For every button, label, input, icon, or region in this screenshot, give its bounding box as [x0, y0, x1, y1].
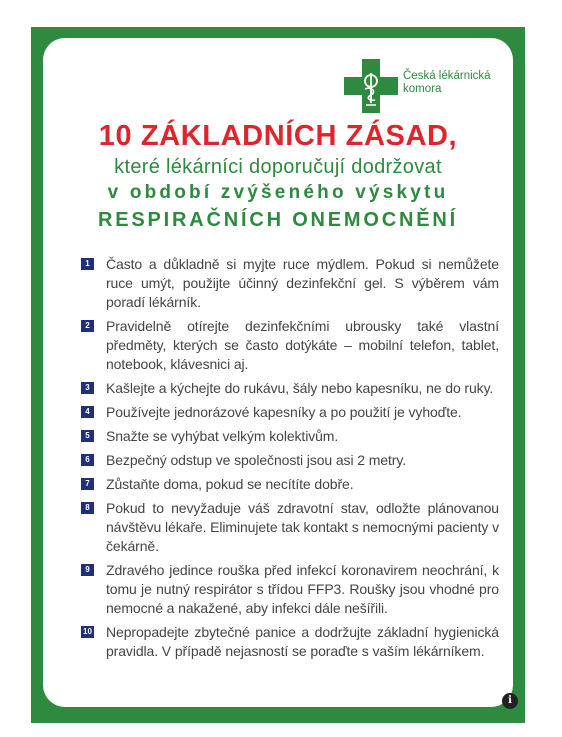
poster-subtitle-line2: v období zvýšeného výskytu: [107, 182, 449, 203]
rule-number-badge: 2: [81, 320, 94, 332]
rule-text: Bezpečný odstup ve společnosti jsou asi 2 metry.: [106, 452, 406, 468]
rule-text: Pravidelně otírejte dezinfekčními ubrousky také vlastní předměty, kterých se často dotýkáte – mobilní telefon, tablet, notebook, klávesnici aj.: [106, 318, 499, 372]
rule-item-2: [81, 317, 499, 374]
rule-number-badge: 3: [81, 382, 94, 394]
rule-item-1: [81, 255, 499, 312]
rule-number-badge: 5: [81, 430, 94, 442]
rule-item-9: [81, 561, 499, 618]
pharmacy-cross-icon: [344, 59, 398, 113]
rule-text: Snažte se vyhýbat velkým kolektivům.: [106, 428, 339, 444]
rules-list: [81, 255, 499, 666]
organization-name: Česká lékárnická komora: [403, 70, 491, 95]
poster-subtitle-line1: které lékárníci doporučují dodržovat: [114, 156, 442, 178]
rule-text: Pokud to nevyžaduje váš zdravotní stav, odložte plánovanou návštěvu lékaře. Eliminujete tak kontakt s nemocnými pacienty v čekárně.: [106, 500, 499, 554]
info-icon[interactable]: i: [502, 693, 518, 709]
rule-item-7: [81, 475, 499, 494]
rule-number-badge: 8: [81, 502, 94, 514]
rule-item-3: [81, 379, 499, 398]
rule-number-badge: 6: [81, 454, 94, 466]
rule-text: Často a důkladně si myjte ruce mýdlem. Pokud si nemůžete ruce umýt, použijte účinný dezinfekční gel. S výběrem vám poradí lékárník.: [106, 256, 499, 310]
rule-item-5: [81, 427, 499, 446]
rule-text: Kašlejte a kýchejte do rukávu, šály nebo kapesníku, ne do ruky.: [106, 380, 494, 396]
rule-text: Zdravého jedince rouška před infekcí koronavirem neochrání, k tomu je nutný respirátor s třídou FFP3. Roušky jsou vhodné pro nemocné a nakažené, aby infekci dále nešířili.: [106, 562, 499, 616]
rule-item-4: [81, 403, 499, 422]
rule-text: Zůstaňte doma, pokud se necítíte dobře.: [106, 476, 354, 492]
rule-item-10: [81, 623, 499, 661]
rule-number-badge: 10: [81, 626, 94, 638]
rule-item-6: [81, 451, 499, 470]
rule-text: Nepropadejte zbytečné panice a dodržujte základní hygienická pravidla. V případě nejasností se poraďte s vaším lékárníkem.: [106, 624, 499, 659]
poster-card: [43, 38, 513, 707]
rule-text: Používejte jednorázové kapesníky a po použití je vyhoďte.: [106, 404, 462, 420]
chamber-logo: [344, 59, 504, 113]
poster: [31, 27, 525, 723]
rule-item-8: [81, 499, 499, 556]
rule-number-badge: 7: [81, 478, 94, 490]
rule-number-badge: 1: [81, 258, 94, 270]
poster-title: 10 ZÁKLADNÍCH ZÁSAD,: [98, 120, 458, 152]
rule-number-badge: 9: [81, 564, 94, 576]
rule-number-badge: 4: [81, 406, 94, 418]
poster-subtitle-line3: RESPIRAČNÍCH ONEMOCNĚNÍ: [98, 209, 458, 231]
